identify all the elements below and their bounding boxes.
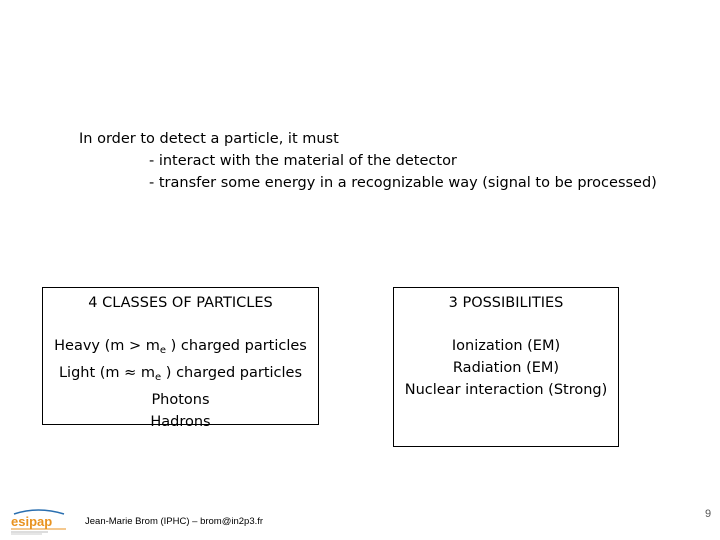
page-number: 9 [705,508,712,520]
heavy-particles-line: Heavy ($m > m_e$ ) charged particles [54,338,307,356]
intro-bullet-interact: - interact with the material of the detector [149,153,457,169]
possibilities-box [393,287,619,447]
particle-classes-box [42,287,319,430]
hadrons-line: Hadrons [150,414,211,430]
intro-bullet-transfer: - transfer some energy in a recognizable way (signal to be processed) [149,175,657,191]
possibility-ionization: Ionization (EM) [451,338,561,354]
possibility-nuclear: Nuclear interaction (Strong) [404,382,608,398]
particle-classes-title: 4 CLASSES OF PARTICLES [88,295,273,311]
photons-line: Photons [151,392,210,408]
possibilities-title: 3 POSSIBILITIES [448,295,564,311]
light-particles-line: Light ($m \approx m_e$ ) charged particles [58,365,303,383]
footer-author: Jean-Marie Brom (IPHC) – brom@in2p3.fr [85,516,264,527]
intro-text [79,128,657,194]
intro-line: In order to detect a particle, it must [79,131,339,147]
possibility-radiation: Radiation (EM) [452,360,560,376]
svg-text:esipap: esipap [11,514,53,529]
esipap-logo [8,508,70,540]
